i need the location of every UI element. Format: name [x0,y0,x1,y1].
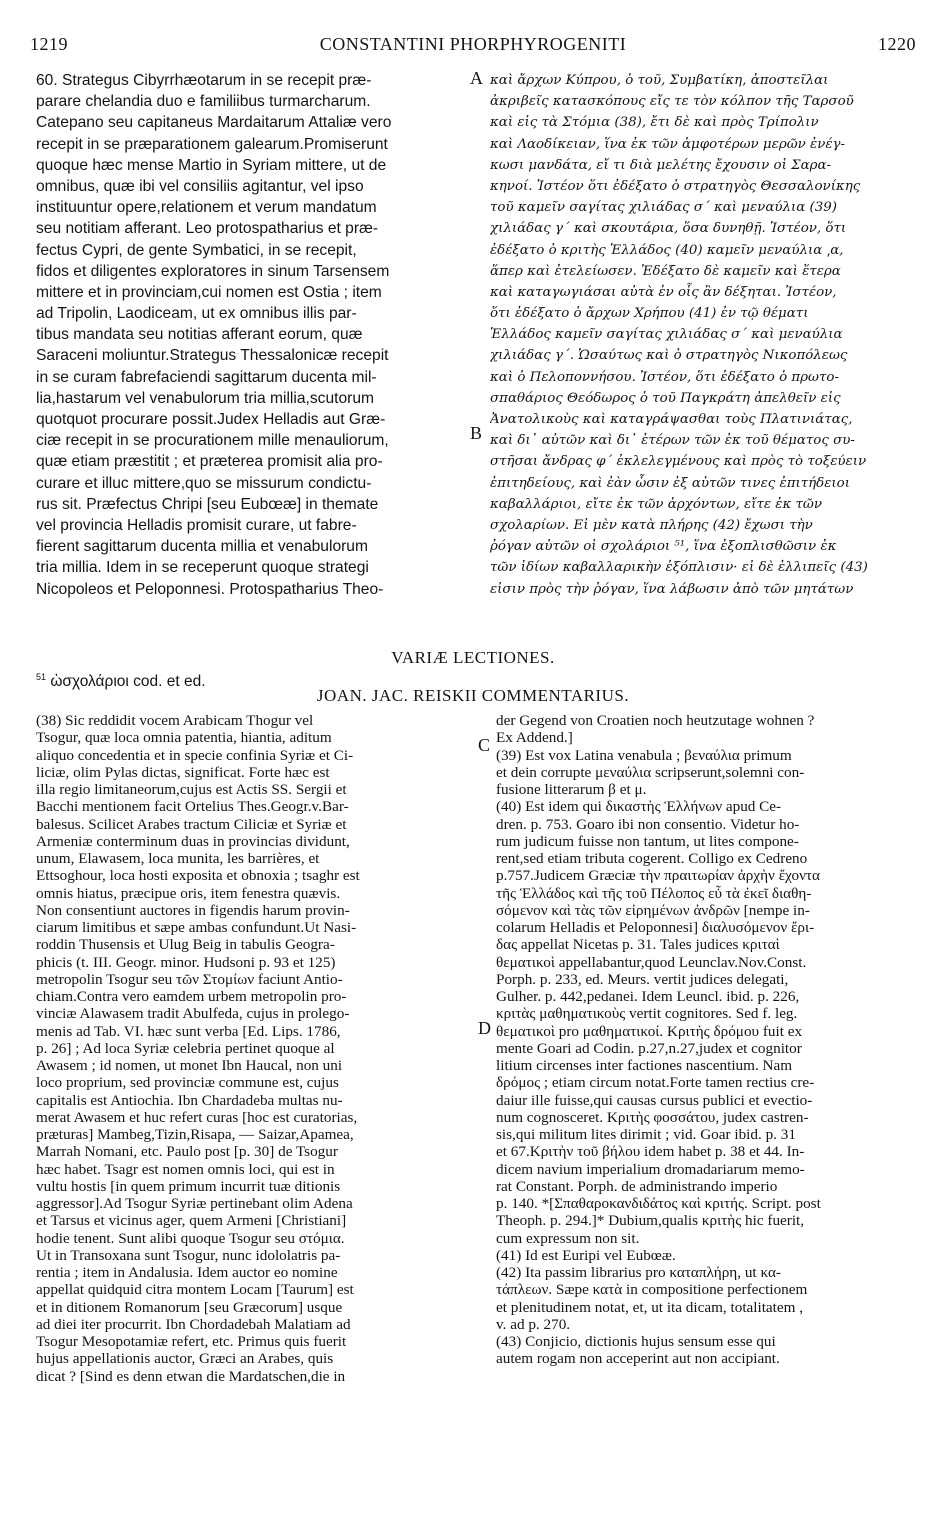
latin-text-line: curare et illuc mittere,quo se missurum condictu- [36,474,372,492]
greek-text-line: ἀκριβεῖς κατασκόπους εἴς τε τὸν κόλπον τῆς Ταρσοῦ [490,94,854,110]
margin-marker-a: A [470,68,483,88]
latin-translation-column [36,70,464,600]
commentary-line: fusione litterarum β et μ. [496,781,647,798]
commentary-line: daiur ille fuisse,qui causas cursus publici et evectio- [496,1091,813,1109]
column-number-right: 1220 [878,34,916,54]
commentary-line: Porph. p. 233, ed. Meurs. vertit judices delegati, [496,970,789,988]
margin-marker-b: B [470,423,483,443]
latin-text-line: mittere et in provinciam,cui nomen est Ostia ; item [36,283,382,301]
commentary-line: δρόμος ; etiam circum notat.Forte tamen rectius cre- [496,1074,815,1092]
latin-text-line: Catepano seu capitaneus Mardaitarum Attaliæ vero [36,114,392,132]
latin-text-line: ciæ recepit in se procurationem mille menauliorum, [36,432,389,450]
greek-text-line: σπαθάριος Θεόδωρος ὁ τοῦ Παγκράτη ἀπελθεῖν εἰς [490,390,841,406]
greek-text-line: καβαλλάριοι, εἴτε ἐκ τῶν ἀρχόντων, εἴτε ἐκ τῶν [490,496,822,512]
latin-text-line: recepit in se præparationem galearum.Promiserunt [36,135,388,153]
commentary-line: hodie tenent. Sunt alibi quoque Tsogur seu στόμια. [36,1229,345,1247]
latin-text-line: Nicopoleos et Peloponnesi. Protospatharius Theo- [36,580,384,598]
margin-marker-c: C [478,735,491,755]
latin-text-line: fectus Cypri, de gente Symbatici, in se recepit, [36,241,357,259]
commentary-line: Theoph. p. 294.]* Dubium,qualis κριτὴς hic fuerit, [496,1212,805,1230]
commentary-line: hujus appellationis auctor, Græci an Arabes, quis [36,1350,334,1368]
commentary-line: liciæ, olim Pylas dictas, significat. Forte hæc est [36,763,330,781]
commentary-line: num cognosceret. Κριτὴς φοσσάτου, judex castren- [496,1108,809,1126]
commentary-line: balesus. Scilicet Arabes tractum Ciliciæ et Syriæ et [36,815,347,833]
latin-text-line: 60. Strategus Cibyrrhæotarum in se recepit præ- [36,72,372,89]
commentary-line: σόμενον καὶ τὰς τῶν εἰρημένων ἀνδρῶν [nempe in- [496,901,810,919]
commentary-line: chiam.Contra vero eamdem urbem metropolin pro- [36,988,347,1005]
commentary-line: merat Awasem et huc refert curas [hoc est curatorias, [36,1108,358,1126]
commentary-line: Ex Addend.] [496,729,573,747]
greek-text-line: καὶ καταγωγιάσαι αὐτὰ ἐν οἷς ἂν δέξηται. Ἰστέον, [490,284,837,300]
commentary-line: illa regio limitaneorum,cujus est Actis SS. Sergii et [36,781,347,798]
commentary-line: ad diei iter procurrit. Ibn Chordadebah Malatiam ad [36,1315,351,1333]
commentary-line: et in ditionem Romanorum [seu Græcorum] usque [36,1298,343,1316]
commentary-line: p.757.Judicem Græciæ τὴν πραιτωρίαν ἀρχὴν ἔχοντα [496,867,820,885]
commentary-line: appellat quidquid citra montem Locam [Taurum] est [36,1281,354,1299]
commentary-line: et Tarsus et vicinus ager, quem Armeni [Christiani] [36,1212,347,1230]
commentary-line: vinciæ Alawasem tradit Abulfeda, cujus in prolego- [36,1005,350,1023]
greek-text-line: εἰσιν πρὸς τὴν ῥόγαν, ἵνα λάβωσιν ἀπὸ τῶν μητάτων [490,581,854,597]
commentary-line: omnis hiatus, præcipue oris, item fenestra quævis. [36,884,341,902]
commentary-line: Awasem ; id nomen, ut monet Ibn Haucal, non uni [36,1057,343,1074]
greek-text-line: στῆσαι ἄνδρας φ΄ ἐκλελεγμένους καὶ πρὸς τὸ τοξεύειν [490,454,867,470]
greek-text-line: τῶν ἰδίων καβαλλαρικὴν ἐξόπλισιν· εἰ δὲ ἐλλιπεῖς (43) [490,560,868,576]
commentary-line: (41) Id est Euripi vel Eubœæ. [496,1246,676,1264]
commentary-line: mente Goari ad Codin. p.27,n.27,judex et cognitor [496,1039,802,1057]
variant-note-number: 51 [36,672,47,682]
commentary-line: Ut in Transoxana sunt Tsogur, nunc idololatris pa- [36,1246,341,1264]
greek-text-line: καὶ ὁ Πελοποννήσου. Ἰστέον, ὅτι ἐδέξατο ὁ πρωτο- [490,369,839,385]
latin-text-line: seu notitiam afferant. Leo protospatharius et præ- [36,220,379,238]
commentary-line: Armeniæ conterminum duas in provincias dividunt, [36,832,350,850]
latin-text-line: in se curam fabrefaciendi sagittarum ducenta mil- [36,368,377,386]
margin-marker-d: D [478,1018,491,1038]
greek-text-line: Ἑλλάδος καμεῖν σαγίτας χιλιάδας σ΄ καὶ μεναύλια [490,327,843,343]
latin-text-line: fierent sagittarum ducenta millia et venabulorum [36,538,368,556]
commentary-line: et 67.Κριτὴν τοῦ βήλου idem habet p. 38 et 44. In- [496,1143,805,1161]
greek-text-line: τοῦ καμεῖν σαγίτας χιλιάδας σ΄ καὶ μεναύλια (39) [490,200,838,216]
greek-text-line: κωσι μανδάτα, εἴ τι διὰ μελέτης ἔχουσιν οἱ Σαρα- [490,157,832,173]
greek-text-line: καὶ ἄρχων Κύπρου, ὁ τοῦ, Συμβατίκη, ἀποστεῖλαι [490,73,829,88]
commentary-line: dicem navium imperialium dromadariarum memo- [496,1160,805,1178]
greek-text-line: καὶ εἰς τὰ Στόμια (38), ἔτι δὲ καὶ πρὸς Τρίπολιν [490,115,819,131]
commentary-line: rum judicum fuisse non tantum, ut lites compone- [496,832,799,850]
commentary-line: Gulher. p. 442,pedanei. Idem Leuncl. ibid. p. 226, [496,988,800,1005]
running-title: CONSTANTINI PHORPHYROGENITI [319,34,627,54]
commentary-line: vultu hostis [in quem primum incurrit tuæ ditionis [36,1177,341,1195]
commentary-line: rentia ; item in Andalusia. Idem auctor eo nomine [36,1264,338,1281]
latin-text-line: fidos et diligentes exploratores in sinum Tarsensem [36,262,390,280]
column-number-left: 1219 [30,34,68,54]
commentary-line: unum, Elawasem, loca munita, les barrières, et [36,850,320,867]
greek-text-line: ἐδέξατο ὁ κριτὴς Ἑλλάδος (40) καμεῖν μεναύλια ͵α, [490,242,844,258]
commentary-line: loco proprium, sed provinciæ commune est, cujus [36,1074,339,1092]
latin-text-line: lia,hastarum vel venabulorum tria millia,scutorum [36,389,374,407]
commentary-line: metropolin Tsogur seu τῶν Στομίων faciunt Antio- [36,970,343,988]
commentary-line: præturas] Mambeg,Tizin,Risapa, — Saizar,Apamea, [36,1126,354,1143]
commentary-line: Tsogur Mesopotamiæ refert, etc. Primus quis fuerit [36,1333,347,1350]
commentary-line: autem rogam non acceperint aut non accipiant. [496,1350,780,1368]
commentary-line: (38) Sic reddidit vocem Arabicam Thogur vel [36,712,314,729]
commentary-left-column [36,712,472,1385]
commentary-line: v. ad p. 270. [496,1315,571,1333]
greek-text-line: ῥόγαν αὐτῶν οἱ σχολάριοι ⁵¹, ἵνα ἐξοπλισθῶσιν ἐκ [490,539,837,555]
commentary-line: τάπλεων. Sæpe κατὰ in compositione perfectionem [496,1281,808,1299]
greek-text-line: σχολαρίων. Εἰ μὲν κατὰ πλήρης (42) ἔχωσι τὴν [490,517,813,533]
commentary-line: roddin Thusensis et Ulug Beig in tabulis Geogra- [36,936,335,954]
commentary-line: aggressor].Ad Tsogur Syriæ pertinebant olim Adena [36,1195,353,1212]
greek-text-line: καὶ δι᾽ αὐτῶν καὶ δι᾽ ἑτέρων τῶν ἐκ τοῦ θέματος συ- [490,433,855,449]
commentary-line: δας appellat Nicetas p. 31. Tales judices κριταὶ [496,936,780,954]
greek-text-line: ἐπιτηδείους, καὶ ἐὰν ὦσιν ἐξ αὐτῶν τινες ἐπιτήδειοι [490,475,850,491]
commentary-line: Non consentiunt auctores in figendis harum provin- [36,901,350,919]
latin-text-line: vel provincia Helladis promisit curare, ut fabre- [36,516,357,534]
commentary-line: capitalis est Antiochia. Ibn Chardadeba multas nu- [36,1091,343,1109]
commentary-line: colarum Helladis et Peloponnesi] διαλυσόμενον ἔρι- [496,919,815,936]
variant-note-text: ὠσχολάριοι cod. et ed. [50,673,206,691]
greek-text-line: καὶ Λαοδίκειαν, ἵνα ἐκ τῶν ἀμφοτέρων μερῶν ἐνέγ- [490,136,846,152]
latin-text-line: instituuntur opere,relationem et verum mandatum [36,199,377,217]
commentary-line: rat Constant. Porph. de administrando imperio [496,1177,778,1195]
commentary-line: (43) Conjicio, dictionis hujus sensum esse qui [496,1333,776,1350]
greek-text-line: κηνοί. Ἰστέον ὅτι ἐδέξατο ὁ στρατηγὸς Θεσσαλονίκης [490,178,861,194]
latin-text-line: tibus mandata seu notitias afferant eorum, quæ [36,326,363,344]
commentary-line: (42) Ita passim librarius pro καταπλήρη, ut κα- [496,1264,781,1281]
commentary-line: τῆς Ἑλλάδος καὶ τῆς τοῦ Πέλοπος εὖ τὰ ἐκεῖ διαθη- [496,884,812,902]
commentary-line: (40) Est idem qui δικαστὴς Ἑλλήνων apud Ce- [496,798,782,816]
commentary-line: sis,qui militum lites dirimit ; vid. Goar ibid. p. 31 [496,1126,796,1143]
latin-text-line: quoque hæc mense Martio in Syriam mittere, ut de [36,156,387,174]
commentary-line: p. 26] ; Ad loca Syriæ celebria pertinet quoque al [36,1039,335,1057]
commentary-right-column [496,712,920,1368]
commentary-line: aliquo concedentia et in specie confinia Syriæ et Ci- [36,746,354,764]
commentary-line: Bacchi mentionem facit Ortelius Thes.Geogr.v.Bar- [36,798,349,816]
page-header [30,34,916,60]
commentary-line: dicat ? [Sind es denn etwan die Mardatschen,die in [36,1367,346,1385]
latin-text-line: rus sit. Præfectus Chripi [seu Eubœæ] in themate [36,495,379,513]
commentary-line: litium circenses inter factiones nascentium. Nam [496,1057,793,1074]
commentary-line: rent,sed etiam tributa cogerent. Colligo ex Cedreno [496,850,808,867]
latin-text-line: tria millia. Idem in se receperunt quoque strategi [36,559,369,577]
commentary-line: θεματικοὶ appellabantur,quod Leunclav.Nov.Const. [496,953,807,971]
greek-text-column [490,70,920,600]
commentary-line: Ettsoghour, loca hosti exposita et obnoxia ; tsaghr est [36,867,360,885]
latin-text-line: ad Tripolin, Laodiceam, ut ex omnibus illis par- [36,305,357,323]
latin-text-line: omnibus, quæ ibi vel consiliis agitantur, vel ipso [36,177,364,195]
commentary-line: phicis (t. III. Geogr. minor. Hudsoni p. 93 et 125) [36,953,336,971]
commentary-line: et dein corrupte μεναύλια scripserunt,solemni con- [496,763,805,781]
latin-text-line: Saraceni moliuntur.Strategus Thessalonicæ recepit [36,347,389,365]
commentary-line: (39) Est vox Latina venabula ; βεναύλια primum [496,746,792,764]
commentary-line: et plenitudinem notat, et, ut ita dicam, totalitatem , [496,1298,804,1316]
commentary-line: Tsogur, quæ loca omnia patentia, hiantia, aditum [36,729,332,747]
commentary-line: θεματικοὶ pro μαθηματικοί. Κριτὴς δρόμου fuit ex [496,1022,803,1040]
greek-text-line: ἅπερ καὶ ἐτελείωσεν. Ἐδέξατο δὲ καμεῖν καὶ ἕτερα [490,263,841,279]
commentary-line: der Gegend von Croatien noch heutzutage wohnen ? [496,712,815,729]
commentary-line: ciarum limitibus et sæpe ambas confundunt.Ut Nasi- [36,919,357,936]
greek-text-line: χιλιάδας γ΄. Ὡσαύτως καὶ ὁ στρατηγὸς Νικοπόλεως [490,348,848,364]
latin-text-line: quæ etiam præstitit ; et præterea promisit alia pro- [36,453,383,471]
latin-text-line: quotquot procurare possit.Judex Helladis aut Græ- [36,411,386,428]
variae-lectiones-heading: VARIÆ LECTIONES. [391,648,555,667]
commentary-line: Marrah Nomani, etc. Paulo post [p. 30] de Tsogur [36,1143,338,1161]
commentary-line: menis ad Tab. VI. hæc sunt verba [Ed. Lips. 1786, [36,1022,341,1040]
greek-text-line: Ἀνατολικοὺς καὶ καταγράψασθαι τοὺς Πλατινιάτας, [490,412,853,427]
commentary-line: κριτὰς μαθηματικοὺς vertit cognitores. Sed f. leg. [496,1005,798,1023]
commentary-line: dren. p. 753. Goaro ibi non consentio. Videtur ho- [496,815,800,833]
greek-text-line: χιλιάδας γ΄ καὶ σκουτάρια, ὅσα δυνηθῇ. Ἰστέον, ὅτι [490,221,847,237]
latin-text-line: parare chelandia duo e familiibus turmarcharum. [36,93,371,111]
commentary-line: p. 140. *[Σπαθαροκανδιδάτος καὶ κριτής. Script. post [496,1195,821,1212]
commentary-line: hæc habet. Tsagr est nomen omnis loci, qui est in [36,1160,335,1178]
commentary-line: cum expressum non sit. [496,1229,640,1247]
greek-text-line: ὅτι ἐδέξατο ὁ ἄρχων Χρήπου (41) ἐν τῷ θέματι [490,306,809,322]
commentary-heading: JOAN. JAC. REISKII COMMENTARIUS. [316,686,630,705]
